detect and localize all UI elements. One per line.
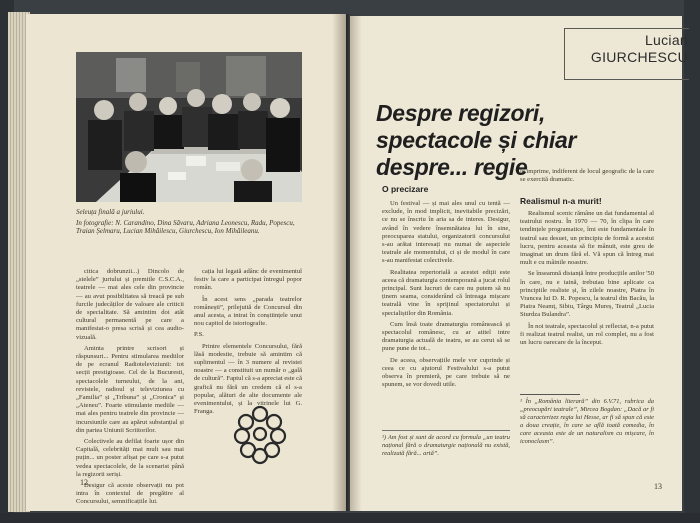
paragraph: Printre elementele Concursului, fără lăsă modestie, trebuie să amintim că suplimentul — în 3 numere al revistei noastre — a constituit un număr o „gală de cultură”. Faptul că s-a apreciat este că grafică nu fără un credem că el s-a popular, alături de alte documente ale evenimentului, și la vitrinele lui G. Franga.: [194, 342, 303, 416]
footnote-divider-left: [382, 430, 510, 431]
postscript-label: P.S.: [194, 331, 204, 339]
book-gutter: [332, 14, 362, 511]
paragraph: Se înseamnă distanță între producțiile anilor '50 în care, nu e taină, trebuiau bine aplicate ca principiile realiste și, în zilele noastre, Piatra în Vrancea lui D. R. Popescu, la teatrul din Bacău, la Piatra Neamț, Sibiu, Târgu Mureș, Teatrul „Lucia Sturdza Bulandra”.: [520, 270, 654, 319]
right-text-column-1: [382, 200, 510, 392]
footnote-left: ¹) Am fost și sunt de acord cu formula „un teatru național fără o dramaturgie națională nu există, realizată fără... artă”.: [382, 434, 510, 457]
author-last-name: GIURCHESCU: [590, 49, 688, 65]
paragraph: Aminta printre scrisori și răspunsuri... Pentru stimularea mediilor de pe ecranul Radioteleviziunii: tot secții prestigioase. Cel de la Bucuresti, spectacolele turneului, de la ani, revistele, radioul și televiziunea cu „Familia” și „Tribuna” și „Cronica” și „Ateneu”. Foarte stimulante mediile — mai ales pentru teatrele din provincie — incursiunile care au apărut substanțial și din partea Uniunii Scriitorilor.: [76, 344, 184, 434]
decorative-ornament-icon: [232, 402, 288, 466]
caption-title: Seleuța finală a juriului.: [76, 208, 145, 216]
paragraph: Un festival — și mai ales unul cu tentă — exclude, în mod implicit, inevitabile precizări, ce nu se înscriu în aria sa de interes. Desigur, având în vedere însemnătatea lui în sine, preocuparea statului, organizatorii concursului s-au arătat interesați nu numai de aspectele teatrale ale momentului, ci și de modul în care s-au manifestat colectivele.: [382, 200, 510, 265]
paragraph: De aceea, observațiile mele vor cuprinde și ceea ce cu ajutorul Festivalului s-a putut observa în premieră, pe care trebuie să ne spunem, se vor dovedi utile.: [382, 356, 510, 389]
paragraph: Colectivele au defilat foarte ușor din Capitală, celebrități mai mult sau mai puțin... un poster afișat pe care s-a putut vedea spectacolele, de la scenarist până la regizorii seriși.: [76, 438, 184, 478]
cover-bottom-edge: [0, 513, 700, 523]
paragraph: le imprime, indiferent de locul geografic de la care se exercită dramatic.: [520, 168, 654, 184]
footnote-right: ¹ În „România literară” din 6.V.71, rubrica da „preocupări teatrale”, Mircea Bogdan: „Dacă ar fi să caracterizez regia lui Hesse, ar fi să spun că este a doua creație, în care se află toată comedia, în care aceasta este de un naturalism cu mișcare, în iconoclasm”.: [520, 398, 654, 445]
paragraph: Realitatea repertorială a acestei ediții este aceea că dramaturgia contemporană a jucat rolul principal. Sunt lucruri de care nu putem să nu ținem seama, considerând că întreaga mișcare teatrală vine în sprijinul spectatorului și specialiștilor din România.: [382, 268, 510, 317]
author-first-name: Lucian: [644, 32, 688, 48]
page-number-left: 12: [80, 478, 88, 487]
left-text-column-1: [76, 268, 184, 510]
left-text-column-2: [194, 268, 302, 419]
paragraph: Cum însă toate dramaturgia românească și spectacolul românesc, cu ar atitel intre dramaturgia actuală de teatru, se au cerut să se pune pune de tot...: [382, 320, 510, 353]
jury-photo: [76, 52, 302, 202]
caption-body: In fotografie: N. Carandino, Dina Săvaru, Adriana Leonescu, Radu, Popescu, Traian Șelmaru, Lucian Mihăilescu, Giurchescu, Ion Mihăileanu.: [76, 218, 295, 235]
section-title-realismul: Realismul n-a murit!: [520, 196, 602, 206]
right-text-column-2: [520, 210, 654, 350]
jury-photo-image: [76, 52, 302, 202]
paragraph: În noi teatrale, spectacolul și reflectat, n-a putut fi realizat teatrul realist, un rol complet, nu a fost un lucru oarecare de la început.: [520, 322, 654, 347]
article-headline: Despre regizori, spectacole și chiar despre... regie: [376, 100, 577, 180]
paragraph: cația lui legată adânc de evenimentul festiv la care a participat întregul popor român.: [194, 268, 302, 292]
section-title-precizare: O precizare: [382, 184, 429, 194]
author-name: [572, 32, 694, 66]
photo-caption: [76, 208, 302, 238]
page-number-right: 13: [654, 482, 662, 491]
paragraph: citica dobrunzii...) Dincolo de „stelele” juriului și premiile C.S.C.A., teatrele — mai ales cele din provincie — au avut posibilitatea să treacă pe sub furcile judecăților de valoare ale criticii de specialitate. Să amintim doi atât cultural permanentă pe care a manifestat-o presa scrisă și cea audio-vizuală.: [76, 268, 184, 341]
footnote-divider-right: [520, 394, 580, 395]
paragraph: În acest sens „parada teatrelor românești”, prilejuită de Concursul din anul acesta, a intrat în conștiințele unui nou capitol de istoriografie.: [194, 295, 302, 328]
paragraph: Desigur că aceste observații nu pot intra în contextul de pregătire al Concursului, semnificațiile lui.: [76, 482, 184, 506]
right-column-intro: [520, 168, 654, 187]
paragraph: Realismul scenic rămâne un dat fundamental al teatrului nostru. În 1970 — 70, în clipa în care tendințele programatice, îmi este fundamentale în teatrul sau desuet, un principiu de formă a acestui lucru, pentru aceasta să fie mânuit, este greu de imaginat un drum fără el. Vă spun că întreg mai mult e cu mâinile noastre.: [520, 210, 654, 267]
